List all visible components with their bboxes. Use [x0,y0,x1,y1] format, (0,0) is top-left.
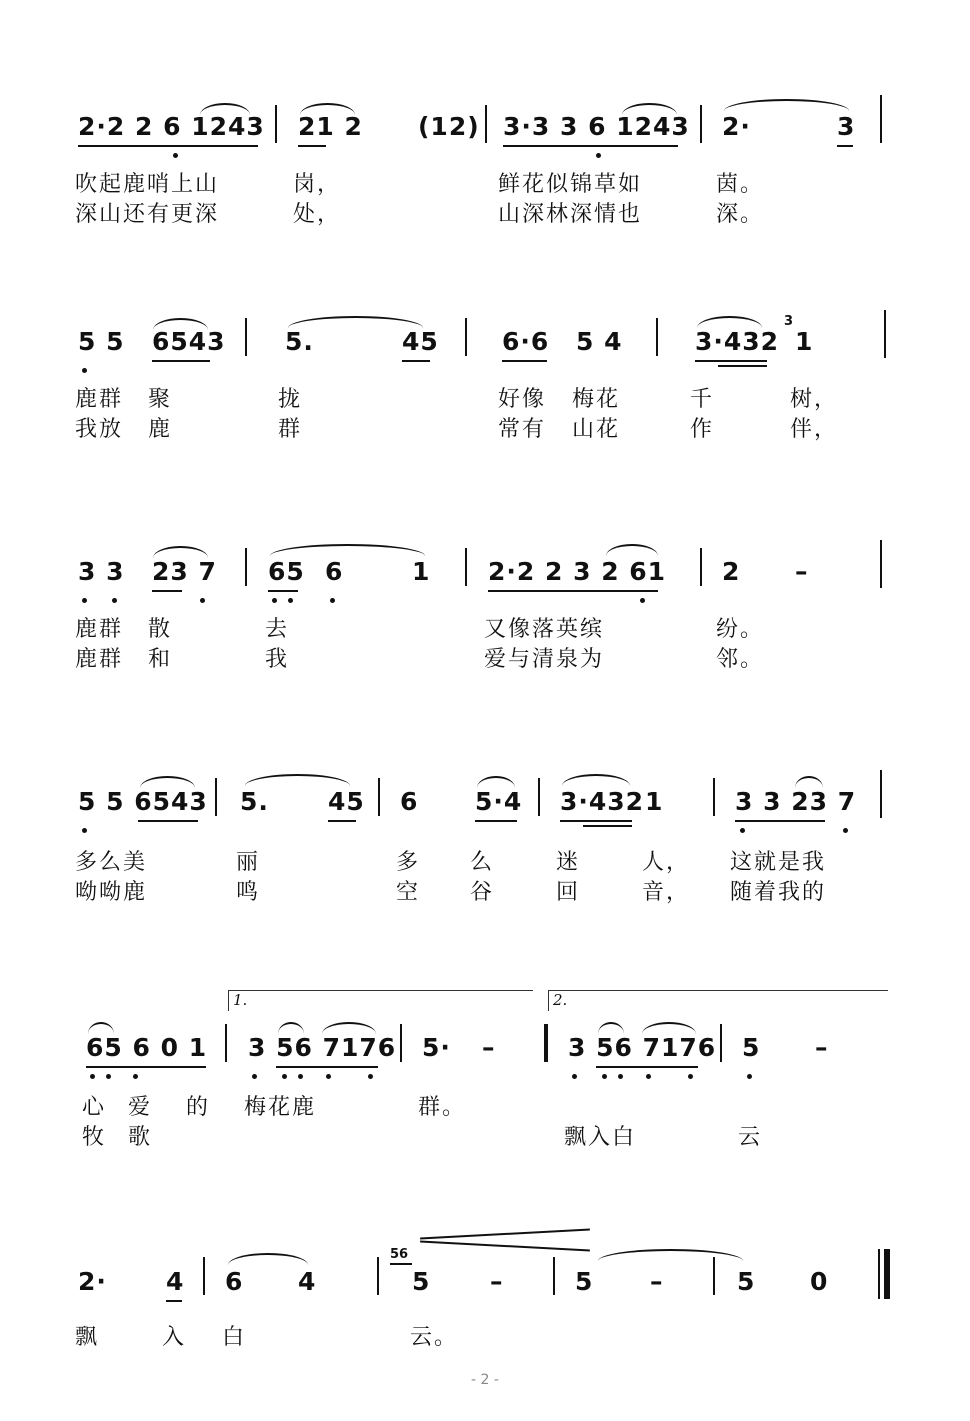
note-group: 65 6 0 1 [86,1033,208,1062]
underline [152,360,210,362]
lyric: 深山还有更深 [75,202,220,227]
low-dot [646,1074,651,1079]
note-group: 5·4 [475,787,523,816]
lyric: 聚 [148,387,173,412]
lyric: 吹起鹿哨上山 [75,172,220,197]
underline [560,820,632,822]
barline [700,105,702,143]
note: 5· [422,1033,451,1062]
lyric: 迷 [556,850,581,875]
note-group: 3·3 3 6 1243 [503,112,690,141]
underline [328,820,356,822]
underline [695,360,767,362]
lyric: 人， [642,850,691,875]
lyric: 和 [148,647,173,672]
lyric: 又像落英缤 [484,617,605,642]
low-dot [133,1074,138,1079]
slur [278,1022,304,1034]
note: 1 [795,327,814,356]
crescendo-line [420,1241,590,1252]
page-number: - 2 - [471,1372,499,1388]
slur [642,1022,696,1034]
note: 6 [400,787,419,816]
lyric: 丽 [236,850,261,875]
underline [138,820,198,822]
underline [583,825,632,827]
barline [215,778,217,816]
underline [735,820,825,822]
low-dot [368,1074,373,1079]
final-barline-thick [884,1249,890,1299]
note: 2· [722,112,751,141]
lyric: 岗， [293,172,342,197]
note: 5 [575,1267,594,1296]
lyric: 白 [222,1325,247,1350]
low-dot [288,598,293,603]
lyric: 呦呦鹿 [75,880,148,905]
barline [880,770,882,818]
final-barline-thin [878,1249,880,1299]
lyric: 爱与清泉为 [484,647,605,672]
low-dot [330,598,335,603]
low-dot [572,1074,577,1079]
grace-note: 3 [784,314,794,329]
low-dot [740,828,745,833]
underline [78,145,258,147]
lyric: 多么美 [75,850,148,875]
lyric: 入 [162,1325,187,1350]
lyric: 飘入白 [564,1125,637,1150]
tie [724,99,849,111]
slur [300,103,355,115]
note-group: (12) [418,112,480,141]
lyric: 歌 [128,1125,153,1150]
note: 4 [298,1267,317,1296]
underline [298,145,326,147]
barline [538,778,540,816]
barline [880,95,882,143]
low-dot [112,598,117,603]
barline [656,318,658,356]
dash: – [482,1033,496,1062]
slur [606,544,658,556]
low-dot [252,1074,257,1079]
dash: – [815,1033,829,1062]
lyric: 树， [790,387,839,412]
note: 6 [225,1267,244,1296]
lyric: 纷。 [716,617,765,642]
slur [697,316,762,328]
volta-first-ending: 1. [228,990,533,1011]
note-group: 45 [402,327,439,356]
lyric: 云 [738,1125,763,1150]
note: 5 [742,1033,761,1062]
lyric: 拢 [278,387,303,412]
lyric: 音， [642,880,691,905]
dash: – [795,557,809,586]
low-dot [747,1074,752,1079]
lyric: 鹿 [148,417,173,442]
lyric: 牧 [82,1125,107,1150]
barline [378,778,380,816]
barline [245,318,247,356]
note: 5. [240,787,269,816]
note-group: 45 [328,787,365,816]
low-dot [173,153,178,158]
note: 6 [325,557,344,586]
underline [503,145,678,147]
barline [553,1257,555,1295]
tie [245,774,350,786]
underline [488,590,658,592]
underline [837,145,853,147]
underline [86,1066,206,1068]
note-group: 3 3 [78,557,125,586]
lyric: 鹿群 [75,387,124,412]
lyric: 我 [265,647,290,672]
lyric: 处， [293,202,342,227]
underline [402,360,430,362]
slur [153,318,208,330]
note-group: 6·6 [502,327,550,356]
barline [465,548,467,586]
slur [622,103,677,115]
note-group: 3 56 7176 [568,1033,717,1062]
slur [153,546,208,558]
low-dot [106,1074,111,1079]
low-dot [82,598,87,603]
lyric: 随着我的 [730,880,827,905]
barline [275,105,277,143]
low-dot [688,1074,693,1079]
low-dot [82,828,87,833]
lyric: 好像 [498,387,547,412]
lyric: 山深林深情也 [498,202,643,227]
underline [268,590,298,592]
low-dot [326,1074,331,1079]
underline [596,1066,698,1068]
lyric: 散 [148,617,173,642]
underline [166,1300,182,1302]
lyric: 去 [265,617,290,642]
note: 2· [78,1267,107,1296]
note: 1 [645,787,664,816]
low-dot [298,1074,303,1079]
lyric: 常有 [498,417,547,442]
note-group: 3 56 7176 [248,1033,397,1062]
lyric: 么 [470,850,495,875]
slur [598,1022,624,1034]
barline [700,548,702,586]
underline [475,820,517,822]
note-group: 5 5 [78,327,125,356]
lyric: 回 [556,880,581,905]
barline [400,1024,402,1062]
lyric: 作 [690,417,715,442]
underline [276,1066,378,1068]
lyric: 这就是我 [730,850,827,875]
slur [795,776,823,788]
volta-second-ending: 2. [548,990,888,1011]
barline [720,1024,722,1062]
lyric: 谷 [470,880,495,905]
lyric: 心 [82,1095,107,1120]
lyric: 邻。 [716,647,765,672]
lyric: 千 [690,387,715,412]
note-group: 5 5 6543 [78,787,208,816]
low-dot [640,598,645,603]
slur [228,1253,308,1265]
note-group: 6543 [152,327,226,356]
lyric: 爱 [128,1095,153,1120]
barline [377,1257,379,1295]
slur [200,103,250,115]
lyric: 群 [278,417,303,442]
grace-note: 56 [390,1247,409,1262]
note-group: 23 7 [152,557,217,586]
slur [562,774,630,786]
low-dot [282,1074,287,1079]
dash: – [490,1267,504,1296]
low-dot [602,1074,607,1079]
note-group: 3 3 23 7 [735,787,857,816]
lyric: 梅花 [572,387,621,412]
dash: – [650,1267,664,1296]
barline [880,540,882,588]
tie [598,1249,743,1261]
rest: 0 [810,1267,829,1296]
note-group: 2·2 2 6 1243 [78,112,265,141]
slur [477,776,515,788]
barline [225,1024,227,1062]
note: 5. [285,327,314,356]
barline [713,778,715,816]
lyric: 空 [396,880,421,905]
note-group: 3·432 [695,327,780,356]
low-dot [90,1074,95,1079]
barline [465,318,467,356]
low-dot [272,598,277,603]
lyric: 鹿群 [75,647,124,672]
low-dot [843,828,848,833]
underline [718,365,767,367]
lyric: 山花 [572,417,621,442]
barline [713,1257,715,1295]
lyric: 群。 [418,1095,467,1120]
note: 5 [737,1267,756,1296]
underline [390,1263,412,1265]
note-group: 2·2 2 3 2 61 [488,557,667,586]
barline [485,105,487,143]
note: 5 [412,1267,431,1296]
underline [152,590,182,592]
lyric: 深。 [716,202,765,227]
slur [322,1022,376,1034]
lyric: 茵。 [716,172,765,197]
note: 1 [412,557,431,586]
slur [88,1022,114,1034]
low-dot [596,153,601,158]
note: 2 [722,557,741,586]
slur [140,776,195,788]
repeat-barline [544,1024,548,1062]
barline [203,1257,205,1295]
underline [502,360,547,362]
lyric: 云。 [410,1325,459,1350]
slur [270,544,425,556]
low-dot [618,1074,623,1079]
low-dot [200,598,205,603]
lyric: 鸣 [236,880,261,905]
lyric: 我放 [75,417,124,442]
note-group: 65 [268,557,305,586]
note: 3 [837,112,856,141]
low-dot [82,368,87,373]
crescendo-line [420,1229,590,1240]
lyric: 鲜花似锦草如 [498,172,643,197]
note-group: 5 4 [576,327,623,356]
lyric: 鹿群 [75,617,124,642]
lyric: 的 [186,1095,211,1120]
note: 4 [166,1267,185,1296]
lyric: 梅花鹿 [244,1095,317,1120]
lyric: 伴， [790,417,839,442]
lyric: 多 [396,850,421,875]
barline [884,310,886,358]
lyric: 飘 [75,1325,100,1350]
note-group: 3·432 [560,787,645,816]
note-group: 21 2 [298,112,363,141]
barline [245,548,247,586]
